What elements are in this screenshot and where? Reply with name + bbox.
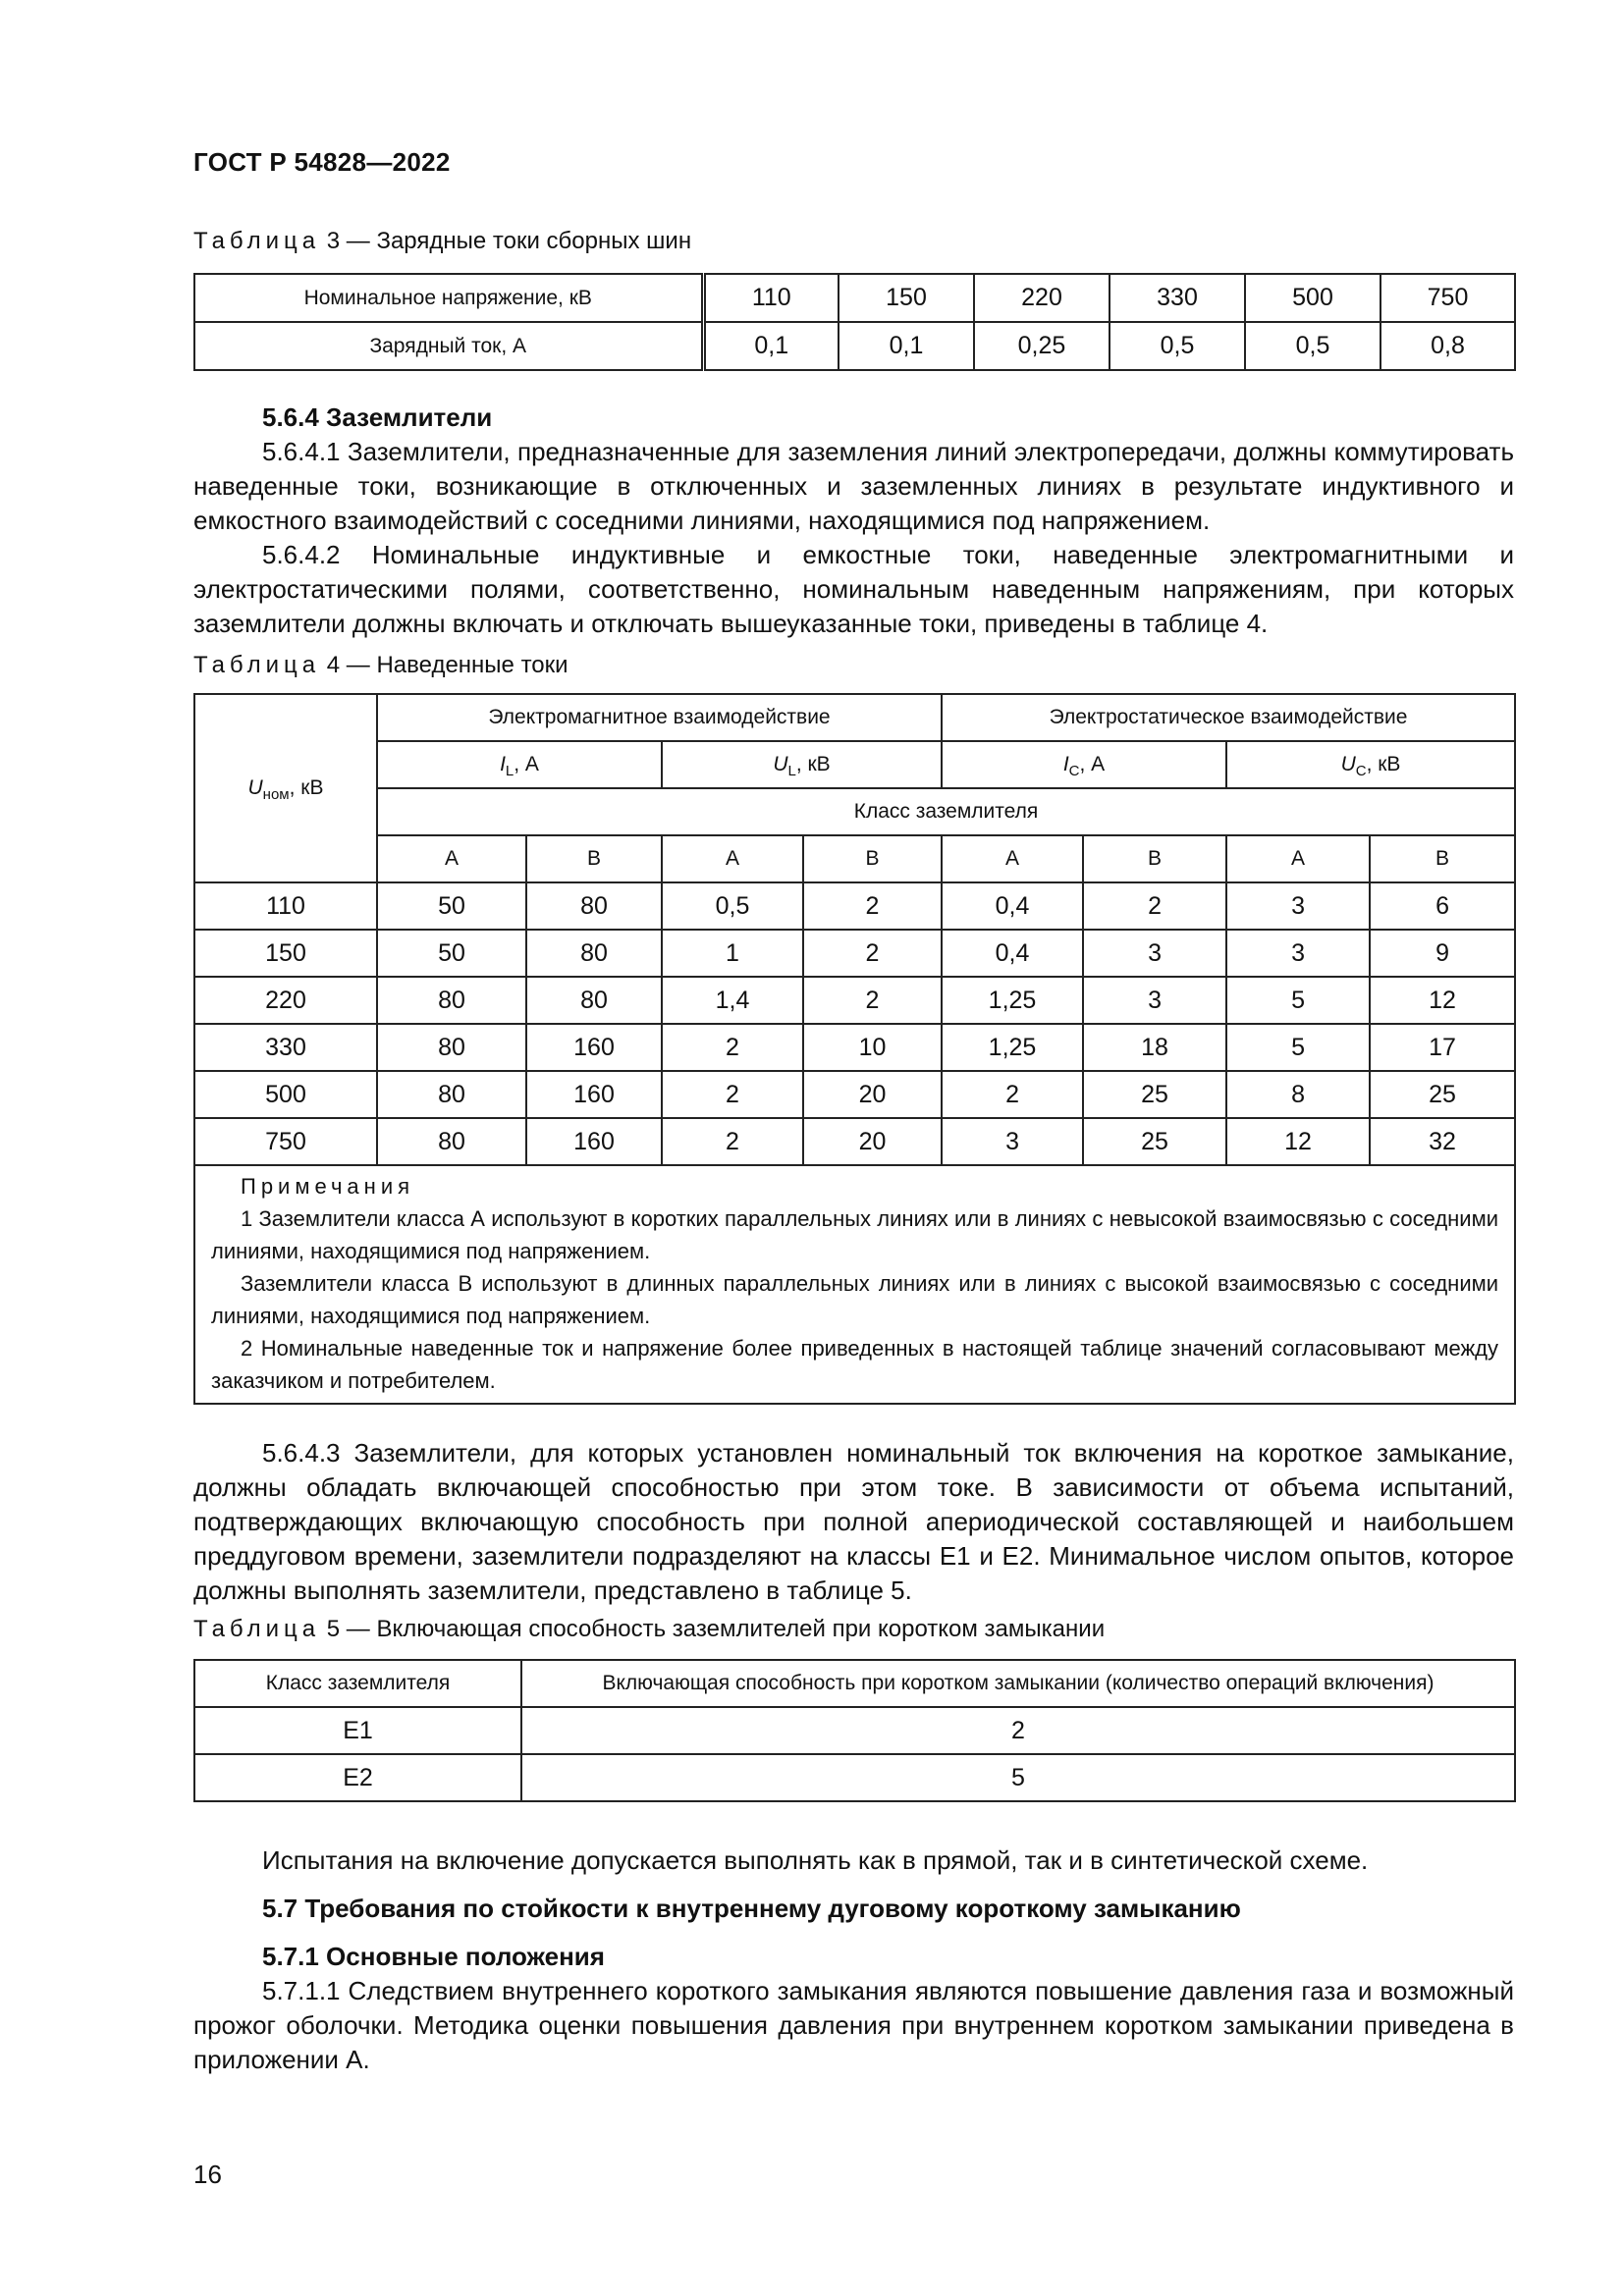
table4-class-header: А	[377, 835, 526, 882]
table4-unom-value: 330	[194, 1024, 377, 1071]
table3-caption	[193, 228, 691, 255]
table-cell: 80	[377, 1071, 526, 1118]
table-cell: 2	[942, 1071, 1083, 1118]
table-row	[194, 930, 1515, 977]
table-cell: 50	[377, 882, 526, 930]
table-row	[194, 274, 1515, 322]
table-cell: 110	[703, 274, 839, 322]
table4-class-header: А	[942, 835, 1083, 882]
table-cell: 0,5	[1245, 322, 1380, 370]
note-1b: Заземлители класса В используют в длинных параллельных линиях или в линиях с высокой взаимосвязью с соседними линиями, находящимися под напряжением.	[211, 1271, 1499, 1328]
table-cell: 50	[377, 930, 526, 977]
table4-body	[194, 882, 1515, 1165]
note-1a: 1 Заземлители класса А используют в коротких параллельных линиях или в линиях с невысокой взаимосвязью с соседними линиями, находящимися под напряжением.	[211, 1206, 1499, 1263]
table-cell: 3	[1226, 930, 1370, 977]
table-cell: 330	[1110, 274, 1245, 322]
table4-class-header: В	[1083, 835, 1226, 882]
table5-col1-header: Класс заземлителя	[194, 1660, 521, 1707]
table4-class-header: А	[662, 835, 803, 882]
table-cell: 80	[377, 977, 526, 1024]
table-cell: 160	[526, 1024, 662, 1071]
table-cell: 1,25	[942, 1024, 1083, 1071]
table3-row-label: Зарядный ток, А	[194, 322, 703, 370]
table-cell: 160	[526, 1071, 662, 1118]
table5-caption-word: Таблица	[193, 1616, 321, 1642]
paragraph-5641: 5.6.4.1 Заземлители, предназначенные для заземления линий электропередачи, должны коммутировать наведенные токи, возникающие в отключенных и заземленных линиях в результате индуктивного и емкостного взаимодействий с соседними линиями, находящимися под напряжением.	[193, 437, 1514, 535]
table4-ic-header: $I_C$, А	[942, 741, 1226, 788]
table-cell: 5	[1226, 977, 1370, 1024]
table4	[193, 693, 1516, 1405]
table4-group-em: Электромагнитное взаимодействие	[377, 694, 942, 741]
paragraph-tests-block	[193, 1843, 1514, 1878]
table-row	[194, 1660, 1515, 1707]
table4-uc-header: $U_C$, кВ	[1226, 741, 1515, 788]
table3-row-label: Номинальное напряжение, кВ	[194, 274, 703, 322]
table-cell: 0,25	[974, 322, 1110, 370]
table-cell: 1,25	[942, 977, 1083, 1024]
table-cell: 25	[1083, 1071, 1226, 1118]
table-cell: 0,1	[703, 322, 839, 370]
section-571	[193, 1940, 1514, 2077]
table3-caption-text: 3 — Зарядные токи сборных шин	[320, 228, 692, 254]
section-564-heading: 5.6.4 Заземлители	[262, 402, 493, 432]
table-cell: 2	[803, 882, 942, 930]
table-cell: 6	[1370, 882, 1515, 930]
notes-title: Примечания	[241, 1174, 415, 1199]
table4-unom-value: 750	[194, 1118, 377, 1165]
note-2: 2 Номинальные наведенные ток и напряжение более приведенных в настоящей таблице значений согласовывают между заказчиком и потребителем.	[211, 1336, 1499, 1393]
paragraph-tests: Испытания на включение допускается выполнять как в прямой, так и в синтетической схеме.	[262, 1845, 1369, 1875]
table4-class-header: А	[1226, 835, 1370, 882]
table4-unom-value: 110	[194, 882, 377, 930]
table-row	[194, 1024, 1515, 1071]
table-row	[194, 1165, 1515, 1404]
table4-class-header: В	[1370, 835, 1515, 882]
table-cell: 80	[526, 977, 662, 1024]
table-cell: 0,4	[942, 930, 1083, 977]
table5-caption-text: 5 — Включающая способность заземлителей при коротком замыкании	[320, 1616, 1106, 1642]
table5	[193, 1659, 1516, 1802]
table-row	[194, 1071, 1515, 1118]
table-cell: 80	[377, 1024, 526, 1071]
table-cell: 8	[1226, 1071, 1370, 1118]
paragraph-5711: 5.7.1.1 Следствием внутреннего короткого замыкания являются повышение давления газа и возможный прожог оболочки. Методика оценки повышения давления при внутреннем коротком замыкании приведена в приложении А.	[193, 1976, 1514, 2074]
table-cell: 500	[1245, 274, 1380, 322]
table-cell: 150	[839, 274, 974, 322]
table4-caption-word: Таблица	[193, 652, 321, 678]
table-row	[194, 882, 1515, 930]
table-cell: Е1	[194, 1707, 521, 1754]
table4-ul-header: $U_L$, кВ	[662, 741, 942, 788]
table4-il-header: $I_L$, А	[377, 741, 662, 788]
table-cell: 12	[1226, 1118, 1370, 1165]
standard-header: ГОСТ Р 54828—2022	[193, 147, 451, 177]
page-number: 16	[193, 2160, 222, 2189]
table3-caption-word: Таблица	[193, 228, 321, 254]
table-row	[194, 1707, 1515, 1754]
table-cell: 80	[377, 1118, 526, 1165]
table4-unom-value: 500	[194, 1071, 377, 1118]
table-cell: 2	[521, 1707, 1515, 1754]
paragraph-5642: 5.6.4.2 Номинальные индуктивные и емкостные токи, наведенные электромагнитными и электростатическими полями, соответственно, номинальным наведенным напряжениям, при которых заземлители должны включать и отключать вышеуказанные токи, приведены в таблице 4.	[193, 540, 1514, 638]
table5-col2-header: Включающая способность при коротком замыкании (количество операций включения)	[521, 1660, 1515, 1707]
table-row	[194, 322, 1515, 370]
paragraph-5643-block	[193, 1436, 1514, 1608]
table-cell: 2	[1083, 882, 1226, 930]
paragraph-5643: 5.6.4.3 Заземлители, для которых установлен номинальный ток включения на короткое замыкание, должны обладать включающей способностью при этом токе. В зависимости от объема испытаний, подтверждающих включающую способность при полной апериодической составляющей и наибольшем преддуговом времени, заземлители подразделяют на классы Е1 и Е2. Минимальное числом опытов, которое должны выполнять заземлители, представлено в таблице 5.	[193, 1438, 1514, 1605]
table-cell: 3	[1226, 882, 1370, 930]
table-cell: 20	[803, 1071, 942, 1118]
section-57	[193, 1892, 1514, 1926]
table-cell: 12	[1370, 977, 1515, 1024]
table-row	[194, 694, 1515, 741]
table4-class-header: В	[803, 835, 942, 882]
table-cell: 10	[803, 1024, 942, 1071]
table4-caption-text: 4 — Наведенные токи	[320, 652, 568, 678]
table-cell: 750	[1380, 274, 1515, 322]
table-cell: 5	[521, 1754, 1515, 1801]
table4-unom-value: 150	[194, 930, 377, 977]
table4-caption	[193, 652, 568, 679]
table3	[193, 273, 1516, 371]
table-cell: 0,4	[942, 882, 1083, 930]
table-cell: Е2	[194, 1754, 521, 1801]
table-cell: 1	[662, 930, 803, 977]
table-cell: 17	[1370, 1024, 1515, 1071]
table-cell: 3	[1083, 977, 1226, 1024]
table-cell: 3	[1083, 930, 1226, 977]
section-57-heading: 5.7 Требования по стойкости к внутреннему дуговому короткому замыканию	[262, 1894, 1241, 1923]
table-cell: 220	[974, 274, 1110, 322]
table4-class-header: В	[526, 835, 662, 882]
table4-class-label: Класс заземлителя	[377, 788, 1515, 835]
table-row	[194, 741, 1515, 788]
table-cell: 25	[1083, 1118, 1226, 1165]
table-cell: 80	[526, 882, 662, 930]
section-571-heading: 5.7.1 Основные положения	[262, 1942, 605, 1971]
table4-unom-header: $U_{ном}$, кВ	[194, 694, 377, 882]
table-cell: 2	[803, 977, 942, 1024]
table-cell: 0,5	[1110, 322, 1245, 370]
section-564	[193, 400, 1514, 641]
table-cell: 25	[1370, 1071, 1515, 1118]
table-cell: 0,1	[839, 322, 974, 370]
table-cell: 32	[1370, 1118, 1515, 1165]
table4-group-es: Электростатическое взаимодействие	[942, 694, 1515, 741]
table-cell: 20	[803, 1118, 942, 1165]
table-cell: 160	[526, 1118, 662, 1165]
table-cell: 80	[526, 930, 662, 977]
table4-notes	[194, 1165, 1515, 1404]
table-cell: 3	[942, 1118, 1083, 1165]
table-cell: 2	[803, 930, 942, 977]
table-cell: 2	[662, 1071, 803, 1118]
table-row	[194, 1754, 1515, 1801]
table5-caption	[193, 1616, 1105, 1643]
table-cell: 0,8	[1380, 322, 1515, 370]
table-cell: 9	[1370, 930, 1515, 977]
table-row	[194, 788, 1515, 835]
table-row	[194, 835, 1515, 882]
table-row	[194, 1118, 1515, 1165]
table-cell: 5	[1226, 1024, 1370, 1071]
table-row	[194, 977, 1515, 1024]
table-cell: 2	[662, 1024, 803, 1071]
table-cell: 18	[1083, 1024, 1226, 1071]
table-cell: 2	[662, 1118, 803, 1165]
table-cell: 0,5	[662, 882, 803, 930]
table4-unom-value: 220	[194, 977, 377, 1024]
table-cell: 1,4	[662, 977, 803, 1024]
